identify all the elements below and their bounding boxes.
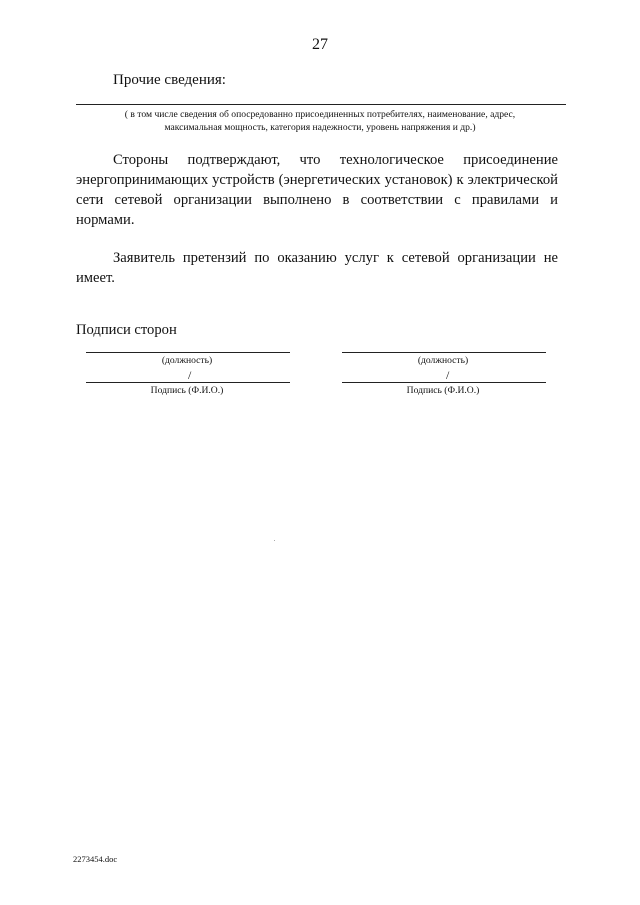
position-caption: (должность) (417, 355, 469, 366)
signatures-heading: Подписи сторон (76, 322, 177, 338)
footer-file-name: 2273454.doc (73, 854, 118, 864)
other-info-note-line2: максимальная мощность, категория надежности, уровень напряжения и др.) (164, 122, 476, 133)
signature-slash: / (188, 368, 192, 382)
signature-line (342, 382, 546, 383)
confirmation-paragraph: Стороны подтверждают, что технологическое присоединение энергопринимающих устройств (энергетических установок) к электрической сети сетевой организации выполнено в соответствии с правилами и нормами. (76, 152, 558, 228)
signature-caption: Подпись (Ф.И.О.) (406, 385, 480, 396)
signature-block-left (84, 352, 290, 397)
scan-speck (274, 540, 275, 541)
page-number: 27 (312, 36, 328, 53)
signature-caption: Подпись (Ф.И.О.) (150, 385, 224, 396)
position-caption: (должность) (161, 355, 213, 366)
other-info-note (80, 108, 560, 134)
signature-block-right (340, 352, 546, 397)
signature-row (84, 367, 290, 382)
other-info-note-line1: ( в том числе сведения об опосредованно присоединенных потребителях, наименование, адрес, (124, 109, 516, 120)
position-line (86, 352, 290, 353)
other-info-label: Прочие сведения: (113, 72, 226, 88)
other-info-rule (76, 104, 566, 105)
signature-row (340, 367, 546, 382)
position-line (342, 352, 546, 353)
signature-slash: / (446, 368, 450, 382)
no-claims-paragraph: Заявитель претензий по оказанию услуг к сетевой организации не имеет. (76, 250, 558, 286)
